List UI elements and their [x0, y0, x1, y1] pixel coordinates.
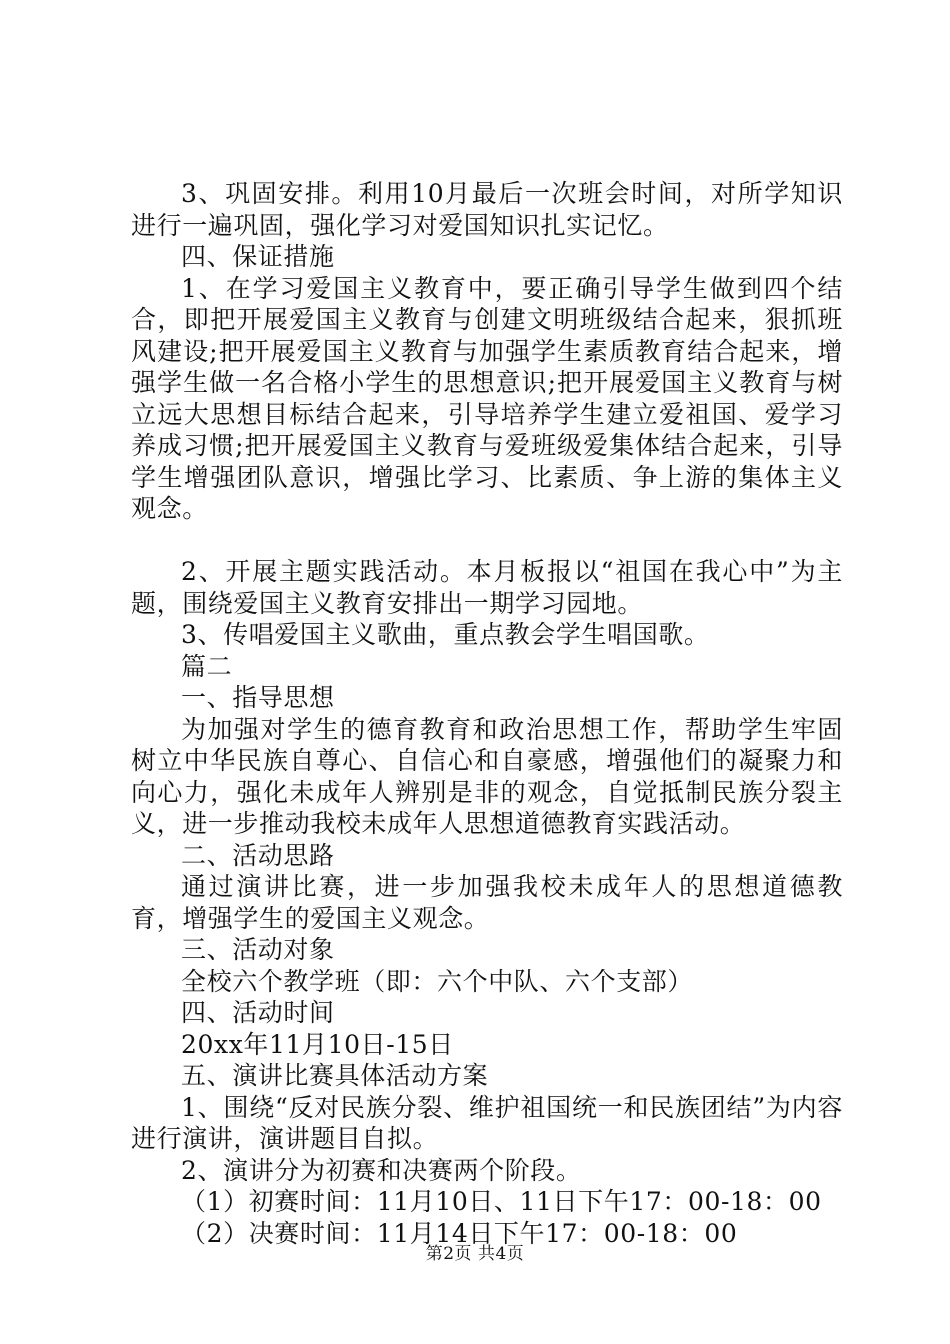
- paragraph-theme-activity: 2、开展主题实践活动。本月板报以“祖国在我心中”为主题，围绕爱国主义教育安排出一期学习园地。: [131, 557, 843, 618]
- paragraph-guiding-thought: 为加强对学生的德育教育和政治思想工作，帮助学生牢固树立中华民族自尊心、自信心和自豪感，增强他们的凝聚力和向心力，强化未成年人辨别是非的观念，自觉抵制民族分裂主义，进一步推动我校未成年人思想道德教育实践活动。: [131, 714, 843, 838]
- paragraph-activity-approach: 通过演讲比赛，进一步加强我校未成年人的思想道德教育，增强学生的爱国主义观念。: [131, 872, 843, 933]
- paragraph-preliminary-time: （1）初赛时间：11月10日、11日下午17：00-18：00: [181, 1187, 822, 1216]
- paragraph-gap: [131, 525, 843, 557]
- paragraph-final-time: （2）决赛时间：11月14日下午17：00-18：00: [181, 1218, 738, 1248]
- heading-activity-approach: 二、活动思路: [181, 840, 335, 870]
- heading-activity-time: 四、活动时间: [181, 998, 335, 1027]
- paragraph-activity-target: 全校六个教学班（即：六个中队、六个支部）: [181, 966, 694, 996]
- document-body: [131, 178, 843, 1249]
- paragraph-consolidation: 3、巩固安排。利用10月最后一次班会时间，对所学知识进行一遍巩固，强化学习对爱国知识扎实记忆。: [131, 179, 843, 240]
- heading-activity-target: 三、活动对象: [181, 935, 335, 964]
- paragraph-four-combinations: 1、在学习爱国主义教育中，要正确引导学生做到四个结合，即把开展爱国主义教育与创建文明班级结合起来，狠抓班风建设;把开展爱国主义教育与加强学生素质教育结合起来，增强学生做一名合格小学生的思想意识;把开展爱国主义教育与树立远大思想目标结合起来，引导培养学生建立爱祖国、爱学习养成习惯;把开展爱国主义教育与爱班级爱集体结合起来，引导学生增强团队意识，增强比学习、比素质、争上游的集体主义观念。: [131, 273, 843, 523]
- heading-part-two: 篇二: [181, 651, 233, 681]
- heading-guiding-thought: 一、指导思想: [181, 683, 335, 712]
- paragraph-speech-stages: 2、演讲分为初赛和决赛两个阶段。: [181, 1155, 582, 1185]
- paragraph-sing-songs: 3、传唱爱国主义歌曲，重点教会学生唱国歌。: [181, 620, 710, 649]
- paragraph-speech-topic: 1、围绕“反对民族分裂、维护祖国统一和民族团结”为内容进行演讲，演讲题目自拟。: [131, 1092, 843, 1153]
- heading-guarantee-measures: 四、保证措施: [181, 242, 335, 271]
- paragraph-activity-time: 20xx年11月10日-15日: [181, 1029, 454, 1059]
- heading-speech-plan: 五、演讲比赛具体活动方案: [181, 1061, 489, 1090]
- page-number-footer: 第2页 共4页: [425, 1244, 525, 1264]
